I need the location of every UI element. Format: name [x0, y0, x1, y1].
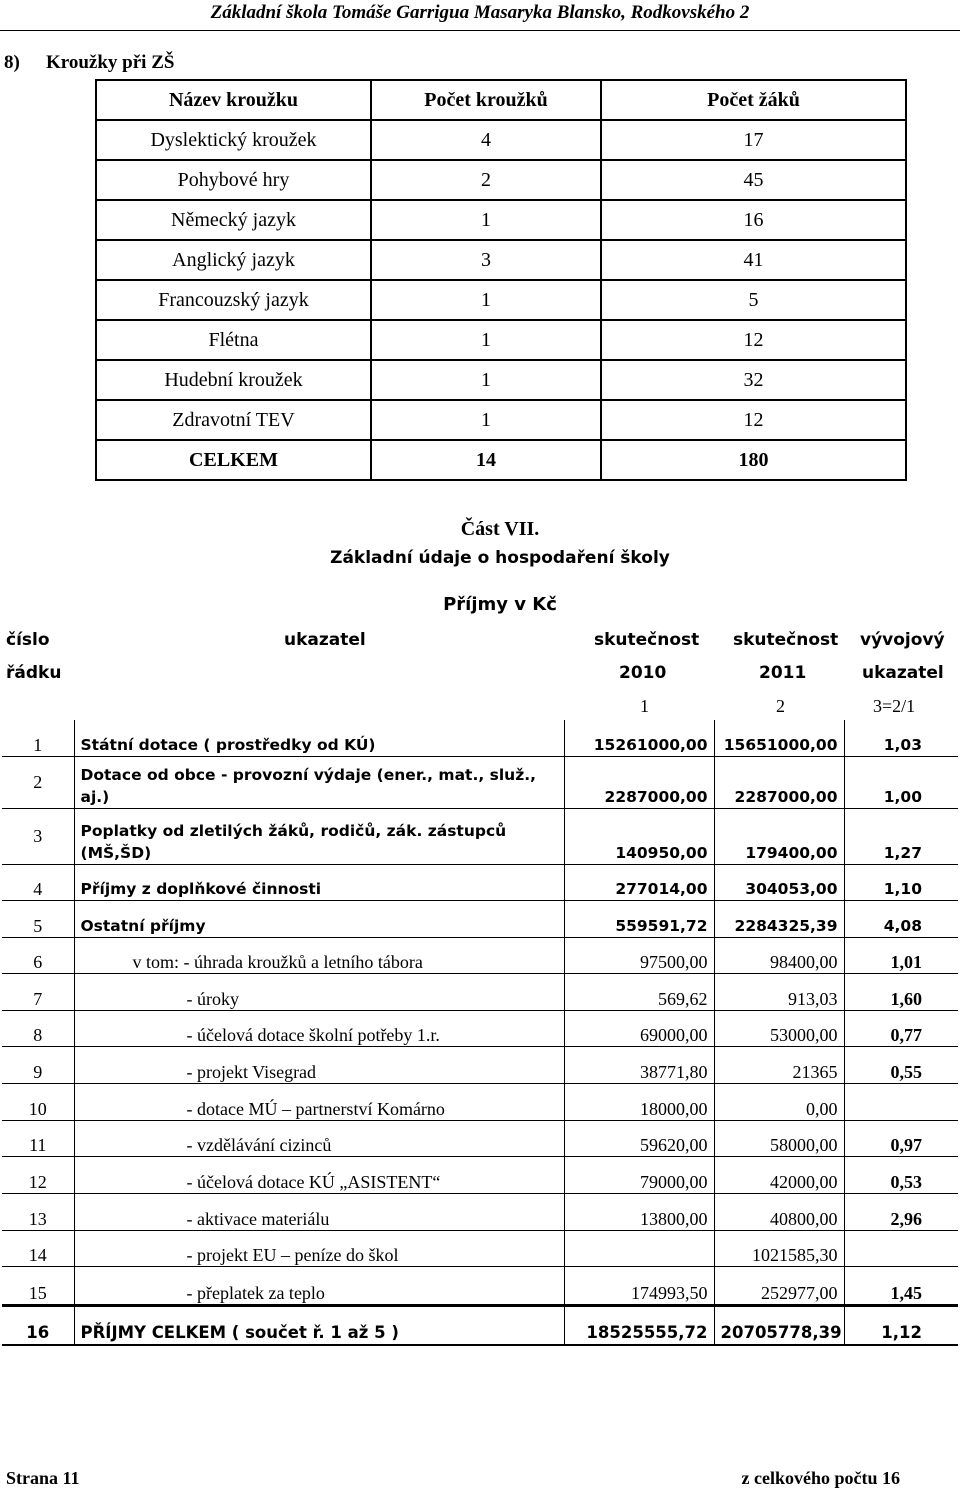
row-number: 6	[2, 937, 74, 973]
club-name: Zdravotní TEV	[96, 400, 371, 440]
value-2010: 2287000,00	[564, 756, 714, 808]
row-number: 13	[2, 1193, 74, 1230]
table-row	[96, 160, 906, 200]
club-count: 3	[371, 240, 601, 280]
head-colnum3: 3=2/1	[873, 696, 916, 716]
value-index: 1,00	[844, 756, 958, 808]
club-pupils: 41	[601, 240, 906, 280]
club-name: Dyslektický kroužek	[96, 120, 371, 160]
row-label-line2: (MŠ,ŠD)	[80, 843, 152, 862]
page-number: Strana 11	[6, 1468, 80, 1488]
value-index: 1,10	[844, 864, 958, 900]
col-header-count: Počet kroužků	[371, 80, 601, 120]
total-pupils: 180	[601, 440, 906, 480]
value-2011: 2287000,00	[714, 756, 844, 808]
row-label: - vzdělávání cizinců	[74, 1120, 564, 1156]
value-2011: 913,03	[714, 973, 844, 1010]
value-index	[844, 1083, 958, 1120]
row-label: - aktivace materiálu	[74, 1193, 564, 1230]
value-2010: 97500,00	[564, 937, 714, 973]
total-count: 14	[371, 440, 601, 480]
row-label: - úroky	[74, 973, 564, 1010]
table-row	[2, 900, 958, 937]
row-label-line1: Dotace od obce - provozní výdaje (ener., mat., služ.,	[80, 765, 536, 784]
table-row	[2, 1010, 958, 1046]
row-number: 8	[2, 1010, 74, 1046]
value-index: 0,53	[844, 1156, 958, 1193]
row-number: 16	[2, 1305, 74, 1345]
value-2011: 15651000,00	[714, 720, 844, 756]
row-number: 7	[2, 973, 74, 1010]
club-name: Německý jazyk	[96, 200, 371, 240]
table-row	[2, 1193, 958, 1230]
table-row	[2, 864, 958, 900]
value-2011: 0,00	[714, 1083, 844, 1120]
value-2010: 18525555,72	[564, 1305, 714, 1345]
row-number: 12	[2, 1156, 74, 1193]
clubs-table	[95, 79, 907, 481]
value-index	[844, 1230, 958, 1266]
row-number: 15	[2, 1266, 74, 1305]
row-number: 4	[2, 864, 74, 900]
value-2010: 69000,00	[564, 1010, 714, 1046]
value-2011: 53000,00	[714, 1010, 844, 1046]
row-number: 2	[2, 756, 74, 808]
row-label: - projekt Visegrad	[74, 1046, 564, 1083]
value-2010: 277014,00	[564, 864, 714, 900]
club-pupils: 16	[601, 200, 906, 240]
table-row	[96, 120, 906, 160]
page-total: z celkového počtu 16	[741, 1468, 900, 1488]
value-index: 2,96	[844, 1193, 958, 1230]
value-index: 1,45	[844, 1266, 958, 1305]
row-label: - projekt EU – peníze do škol	[74, 1230, 564, 1266]
head-vyv1: vývojový	[860, 630, 945, 650]
value-2010: 174993,50	[564, 1266, 714, 1305]
income-total-row	[2, 1305, 958, 1345]
table-row	[2, 1266, 958, 1305]
value-2010: 569,62	[564, 973, 714, 1010]
head-year2: 2011	[759, 663, 807, 683]
clubs-header-row	[96, 80, 906, 120]
club-count: 4	[371, 120, 601, 160]
club-pupils: 12	[601, 320, 906, 360]
row-number: 10	[2, 1083, 74, 1120]
row-number: 1	[2, 720, 74, 756]
row-label-line1: Poplatky od zletilých žáků, rodičů, zák. zástupců	[80, 821, 507, 840]
head-cislo: číslo	[6, 630, 50, 650]
head-colnum1: 1	[640, 696, 649, 716]
table-row	[2, 1083, 958, 1120]
club-count: 1	[371, 320, 601, 360]
table-row	[96, 400, 906, 440]
value-2011: 179400,00	[714, 808, 844, 864]
value-2011: 40800,00	[714, 1193, 844, 1230]
row-number: 5	[2, 900, 74, 937]
value-2010: 38771,80	[564, 1046, 714, 1083]
club-name: Hudební kroužek	[96, 360, 371, 400]
row-label: Státní dotace ( prostředky od KÚ)	[74, 720, 564, 756]
value-index: 1,03	[844, 720, 958, 756]
value-2011: 42000,00	[714, 1156, 844, 1193]
row-label: Příjmy z doplňkové činnosti	[74, 864, 564, 900]
income-title: Příjmy v Kč	[443, 594, 557, 615]
total-label: CELKEM	[96, 440, 371, 480]
value-index: 0,97	[844, 1120, 958, 1156]
table-row	[2, 720, 958, 756]
club-name: Pohybové hry	[96, 160, 371, 200]
table-row	[96, 240, 906, 280]
head-colnum2: 2	[776, 696, 785, 716]
header-divider	[0, 30, 960, 31]
head-skut1: skutečnost	[594, 630, 700, 650]
part-label: Část VII.	[460, 518, 540, 540]
club-name: Francouzský jazyk	[96, 280, 371, 320]
club-name: Anglický jazyk	[96, 240, 371, 280]
row-label: - účelová dotace školní potřeby 1.r.	[74, 1010, 564, 1046]
table-row	[96, 320, 906, 360]
value-2010: 13800,00	[564, 1193, 714, 1230]
value-2011: 252977,00	[714, 1266, 844, 1305]
value-2010: 15261000,00	[564, 720, 714, 756]
value-2011: 1021585,30	[714, 1230, 844, 1266]
row-label: PŘÍJMY CELKEM ( součet ř. 1 až 5 )	[74, 1305, 564, 1345]
value-2010: 140950,00	[564, 808, 714, 864]
value-2011: 98400,00	[714, 937, 844, 973]
row-label: - přeplatek za teplo	[74, 1266, 564, 1305]
value-2010: 79000,00	[564, 1156, 714, 1193]
row-number: 11	[2, 1120, 74, 1156]
table-row	[96, 280, 906, 320]
club-pupils: 32	[601, 360, 906, 400]
value-index: 0,55	[844, 1046, 958, 1083]
row-number: 3	[2, 808, 74, 864]
table-row	[2, 973, 958, 1010]
head-vyv2: ukazatel	[862, 663, 944, 683]
row-number: 14	[2, 1230, 74, 1266]
part-title: Základní údaje o hospodaření školy	[330, 548, 670, 568]
value-index: 1,60	[844, 973, 958, 1010]
head-skut2: skutečnost	[733, 630, 839, 650]
value-2011: 20705778,39	[714, 1305, 844, 1345]
value-index: 0,77	[844, 1010, 958, 1046]
club-pupils: 12	[743, 409, 764, 431]
value-2011: 2284325,39	[714, 900, 844, 937]
row-label: - účelová dotace KÚ „ASISTENT“	[74, 1156, 564, 1193]
table-row	[96, 200, 906, 240]
row-number: 9	[2, 1046, 74, 1083]
clubs-total-row	[96, 440, 906, 480]
table-row	[2, 756, 958, 808]
head-radku: řádku	[6, 663, 62, 683]
club-count: 1	[371, 200, 601, 240]
club-count: 1	[371, 360, 601, 400]
head-ukazatel: ukazatel	[284, 630, 366, 650]
club-pupils: 45	[601, 160, 906, 200]
section-heading	[4, 50, 174, 76]
row-label	[74, 756, 564, 808]
value-index: 4,08	[844, 900, 958, 937]
value-2010: 18000,00	[564, 1083, 714, 1120]
table-row	[2, 1230, 958, 1266]
club-count: 1	[371, 400, 601, 440]
value-index: 1,01	[844, 937, 958, 973]
club-count: 2	[371, 160, 601, 200]
value-2011: 304053,00	[714, 864, 844, 900]
table-row	[2, 808, 958, 864]
club-pupils: 5	[601, 280, 906, 320]
school-header: Základní škola Tomáše Garrigua Masaryka Blansko, Rodkovského 2	[210, 2, 750, 23]
col-header-pupils: Počet žáků	[601, 80, 906, 120]
table-row	[96, 360, 906, 400]
head-year1: 2010	[619, 663, 667, 683]
table-row	[2, 1120, 958, 1156]
row-label: - dotace MÚ – partnerství Komárno	[74, 1083, 564, 1120]
club-name: Flétna	[96, 320, 371, 360]
value-2011: 58000,00	[714, 1120, 844, 1156]
row-label-line2: aj.)	[80, 787, 110, 806]
row-label: Ostatní příjmy	[74, 900, 564, 937]
value-2011: 21365	[714, 1046, 844, 1083]
value-2010	[564, 1230, 714, 1266]
table-row	[2, 1046, 958, 1083]
table-row	[2, 1156, 958, 1193]
value-2010: 559591,72	[564, 900, 714, 937]
value-index: 1,27	[844, 808, 958, 864]
table-row	[2, 937, 958, 973]
club-count: 1	[371, 280, 601, 320]
section-title: Kroužky při ZŠ	[46, 52, 175, 73]
income-table	[2, 720, 958, 1346]
value-index: 1,12	[844, 1305, 958, 1345]
row-label: v tom: - úhrada kroužků a letního tábora	[74, 937, 564, 973]
value-2010: 59620,00	[564, 1120, 714, 1156]
col-header-name: Název kroužku	[96, 80, 371, 120]
row-label	[74, 808, 564, 864]
club-pupils: 17	[601, 120, 906, 160]
section-number: 8)	[4, 52, 20, 73]
